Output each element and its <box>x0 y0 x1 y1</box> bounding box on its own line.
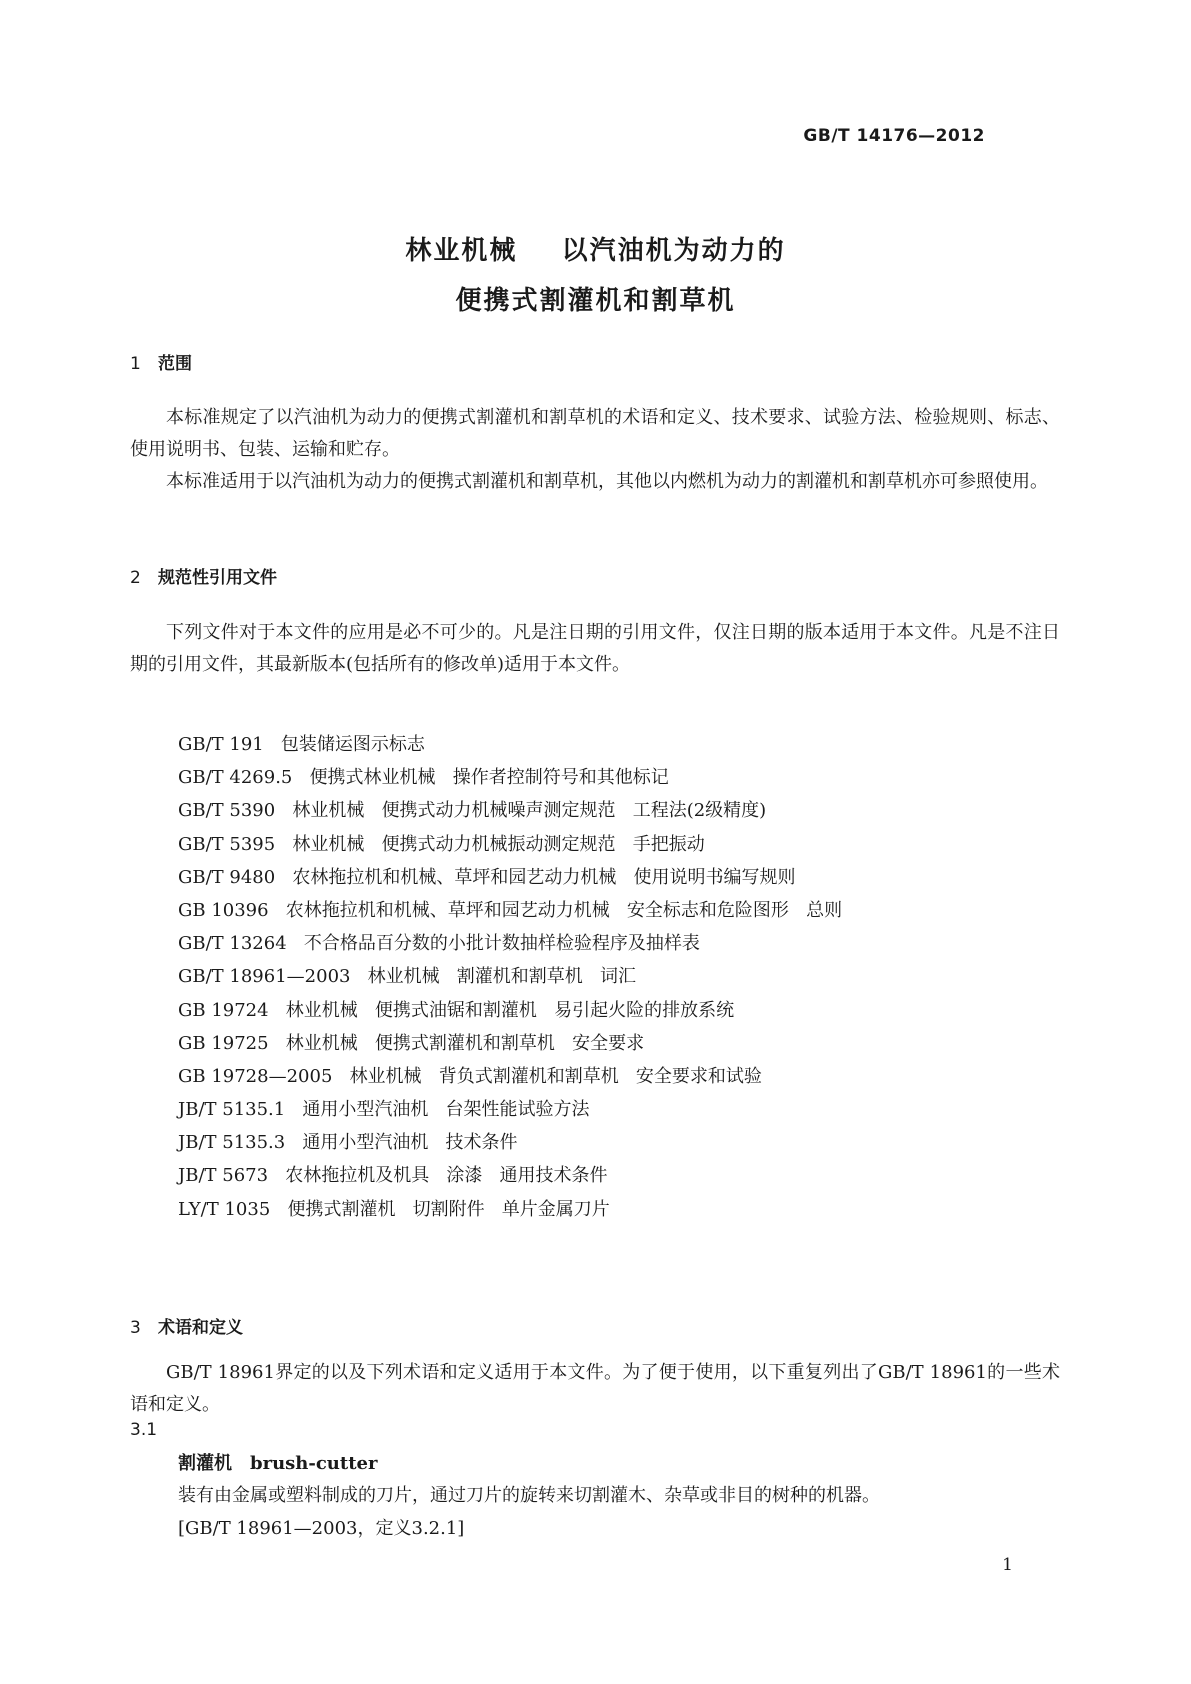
section-number: 1 <box>130 354 141 374</box>
term-definition: 装有由金属或塑料制成的刀片，通过刀片的旋转来切割灌木、杂草或非目的树种的机器。 <box>178 1485 880 1506</box>
reference-item: GB 19728—2005 林业机械 背负式割灌机和割草机 安全要求和试验 <box>178 1065 762 1087</box>
reference-item: GB 10396 农林拖拉机和机械、草坪和园艺动力机械 安全标志和危险图形 总则 <box>178 899 843 921</box>
standard-number: GB/T 14176—2012 <box>803 126 985 146</box>
reference-item: JB/T 5673 农林拖拉机及机具 涂漆 通用技术条件 <box>178 1165 608 1187</box>
term-chinese: 割灌机 <box>178 1453 232 1474</box>
section-1-paragraph-2: 本标准适用于以汽油机为动力的便携式割灌机和割草机，其他以内燃机为动力的割灌机和割草机亦可参照使用。 <box>166 471 1048 492</box>
section-number: 2 <box>130 568 141 588</box>
reference-item: GB/T 191 包装储运图示标志 <box>178 734 425 755</box>
section-2-intro: 下列文件对于本文件的应用是必不可少的。凡是注日期的引用文件，仅注日期的版本适用于本文件。凡是不注日期的引用文件，其最新版本(包括所有的修改单)适用于本文件。 <box>130 622 1060 675</box>
reference-item: GB/T 4269.5 便携式林业机械 操作者控制符号和其他标记 <box>178 767 669 789</box>
reference-item: GB/T 18961—2003 林业机械 割灌机和割草机 词汇 <box>178 966 636 988</box>
term-source: [GB/T 18961—2003，定义3.2.1] <box>178 1518 465 1539</box>
section-title: 术语和定义 <box>158 1318 243 1338</box>
section-3-heading <box>130 1313 243 1338</box>
normative-references-list <box>178 728 842 1226</box>
document-title-line2: 便携式割灌机和割草机 <box>455 286 736 316</box>
clause-number: 3.1 <box>130 1420 158 1440</box>
reference-item: GB/T 5395 林业机械 便携式动力机械振动测定规范 手把振动 <box>178 833 705 855</box>
reference-item: GB 19724 林业机械 便携式油锯和割灌机 易引起火险的排放系统 <box>178 999 735 1021</box>
term-english: brush-cutter <box>250 1453 378 1474</box>
section-1-paragraph-1: 本标准规定了以汽油机为动力的便携式割灌机和割草机的术语和定义、技术要求、试验方法、检验规则、标志、使用说明书、包装、运输和贮存。 <box>130 407 1060 460</box>
reference-item: JB/T 5135.3 通用小型汽油机 技术条件 <box>178 1132 518 1154</box>
section-number: 3 <box>130 1318 141 1338</box>
reference-item: JB/T 5135.1 通用小型汽油机 台架性能试验方法 <box>178 1099 590 1121</box>
section-title: 规范性引用文件 <box>158 568 277 588</box>
section-title: 范围 <box>158 354 192 374</box>
reference-item: LY/T 1035 便携式割灌机 切割附件 单片金属刀片 <box>178 1198 610 1220</box>
reference-item: GB/T 13264 不合格品百分数的小批计数抽样检验程序及抽样表 <box>178 933 700 955</box>
section-2-heading <box>130 563 277 588</box>
term-entry <box>178 1449 377 1475</box>
reference-item: GB/T 9480 农林拖拉机和机械、草坪和园艺动力机械 使用说明书编写规则 <box>178 866 796 888</box>
reference-item: GB/T 5390 林业机械 便携式动力机械噪声测定规范 工程法(2级精度) <box>178 800 767 822</box>
page-number: 1 <box>1002 1555 1013 1575</box>
section-3-intro: GB/T 18961界定的以及下列术语和定义适用于本文件。为了便于使用，以下重复列出了GB/T 18961的一些术语和定义。 <box>130 1362 1060 1415</box>
reference-item: GB 19725 林业机械 便携式割灌机和割草机 安全要求 <box>178 1032 645 1054</box>
section-1-heading <box>130 349 192 374</box>
document-title-line1: 林业机械 以汽油机为动力的 <box>405 236 786 266</box>
